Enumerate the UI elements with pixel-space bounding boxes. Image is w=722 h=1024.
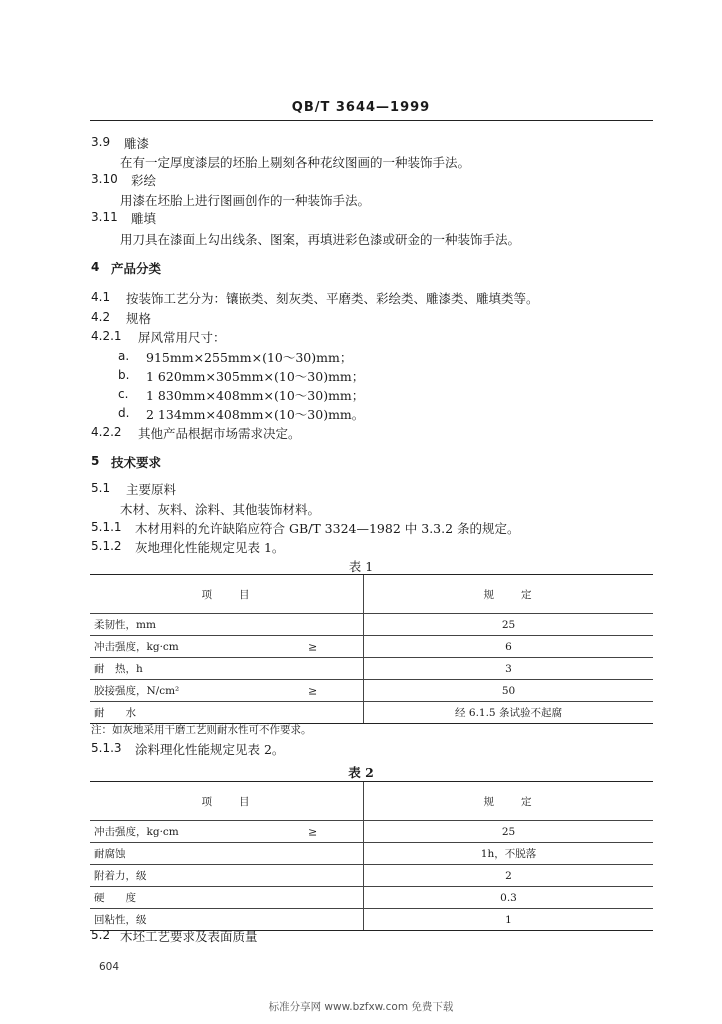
paragraph: 用漆在坯胎上进行图画创作的一种装饰手法。 (120, 193, 371, 208)
section-number: 5.2 (91, 928, 111, 942)
section-number: 3.9 (91, 135, 111, 149)
paragraph: 屏风常用尺寸： (138, 330, 226, 345)
section-number: 3.10 (91, 172, 118, 186)
section-number: 5.1.2 (91, 539, 122, 553)
table-cell-value: 6 (364, 636, 654, 658)
list-item: 1 830mm×408mm×(10～30)mm； (146, 388, 365, 403)
table-cell-value: 2 (364, 865, 654, 887)
section-number: 5 (91, 454, 100, 468)
list-marker: b. (118, 368, 130, 382)
section-number: 4.2.2 (91, 425, 122, 439)
table-cell-value: 25 (364, 614, 654, 636)
table-header-cell: 规 定 (364, 575, 654, 614)
section-number: 4.1 (91, 290, 111, 304)
table-cell-item: 冲击强度，kg·cm (94, 641, 179, 653)
paragraph: 木坯工艺要求及表面质量 (120, 929, 258, 944)
table-header-row (90, 782, 653, 821)
table-row (90, 614, 653, 636)
section-number: 5.1.3 (91, 741, 122, 755)
standard-number: QB/T 3644—1999 (291, 100, 431, 115)
table-row (90, 865, 653, 887)
section-title: 雕漆 (124, 136, 150, 151)
table-note: 注：如灰地采用干磨工艺则耐水性可不作要求。 (91, 724, 312, 736)
list-marker: d. (118, 406, 130, 420)
section-number: 5.1.1 (91, 520, 122, 534)
paragraph: 主要原料 (126, 482, 177, 497)
operator: ≥ (308, 825, 318, 838)
table-cell-item: 耐 水 (94, 707, 136, 719)
table-row (90, 658, 653, 680)
section-number: 5.1 (91, 481, 111, 495)
table-2 (90, 781, 653, 931)
table-cell-value: 25 (364, 821, 654, 843)
table-cell-value: 1h，不脱落 (364, 843, 654, 865)
section-title: 彩绘 (131, 173, 157, 188)
section-number: 4.2 (91, 310, 111, 324)
list-item: 2 134mm×408mm×(10～30)mm。 (146, 407, 365, 422)
header-rule (90, 120, 653, 121)
list-item: 1 620mm×305mm×(10～30)mm； (146, 369, 365, 384)
table-row (90, 702, 653, 724)
table-cell-value: 0.3 (364, 887, 654, 909)
table-cell-item: 冲击强度，kg·cm (94, 826, 179, 838)
paragraph: 灰地理化性能规定见表 1。 (135, 540, 285, 555)
paragraph: 木材、灰料、涂料、其他装饰材料。 (120, 502, 321, 517)
table-cell-value: 50 (364, 680, 654, 702)
table-row (90, 843, 653, 865)
table-cell-item: 耐 热，h (94, 663, 143, 675)
operator: ≥ (308, 684, 318, 697)
table-cell-value: 3 (364, 658, 654, 680)
table-header-cell: 项 目 (90, 575, 364, 614)
table-cell-value: 1 (364, 909, 654, 931)
list-marker: c. (118, 387, 129, 401)
list-marker: a. (118, 349, 130, 363)
table-caption: 表 1 (348, 559, 374, 574)
table-header-cell: 项 目 (90, 782, 364, 821)
paragraph: 规格 (126, 311, 152, 326)
section-title: 产品分类 (111, 261, 162, 276)
table-row (90, 680, 653, 702)
paragraph: 木材用料的允许缺陷应符合 GB/T 3324—1982 中 3.3.2 条的规定。 (135, 521, 520, 536)
table-1 (90, 574, 653, 724)
table-header-row (90, 575, 653, 614)
section-number: 4 (91, 260, 100, 274)
paragraph: 在有一定厚度漆层的坯胎上剔刻各种花纹图画的一种装饰手法。 (120, 155, 471, 170)
section-title: 雕填 (131, 211, 157, 226)
operator: ≥ (308, 640, 318, 653)
section-number: 3.11 (91, 210, 118, 224)
paragraph: 其他产品根据市场需求决定。 (138, 426, 301, 441)
paragraph: 按装饰工艺分为：镶嵌类、刻灰类、平磨类、彩绘类、雕漆类、雕填类等。 (126, 291, 539, 306)
table-cell-value: 经 6.1.5 条试验不起腐 (364, 702, 654, 724)
page-number: 604 (99, 961, 120, 973)
section-title: 技术要求 (111, 455, 162, 470)
table-cell-item: 硬 度 (94, 892, 136, 904)
list-item: 915mm×255mm×(10～30)mm； (146, 350, 353, 365)
table-cell-item: 回粘性，级 (94, 914, 147, 926)
table-row (90, 636, 653, 658)
table-caption: 表 2 (348, 765, 374, 780)
table-row (90, 821, 653, 843)
footer-watermark: 标准分享网 www.bzfxw.com 免费下载 (268, 1001, 454, 1013)
paragraph: 涂料理化性能规定见表 2。 (135, 742, 285, 757)
paragraph: 用刀具在漆面上勾出线条、图案，再填进彩色漆或研金的一种装饰手法。 (120, 232, 521, 247)
table-header-cell: 规 定 (364, 782, 654, 821)
table-cell-item: 胶接强度，N/cm² (94, 685, 180, 697)
section-number: 4.2.1 (91, 329, 122, 343)
table-cell-item: 耐腐蚀 (94, 848, 126, 860)
table-cell-item: 附着力，级 (94, 870, 147, 882)
table-cell-item: 柔韧性，mm (94, 619, 156, 631)
table-row (90, 887, 653, 909)
